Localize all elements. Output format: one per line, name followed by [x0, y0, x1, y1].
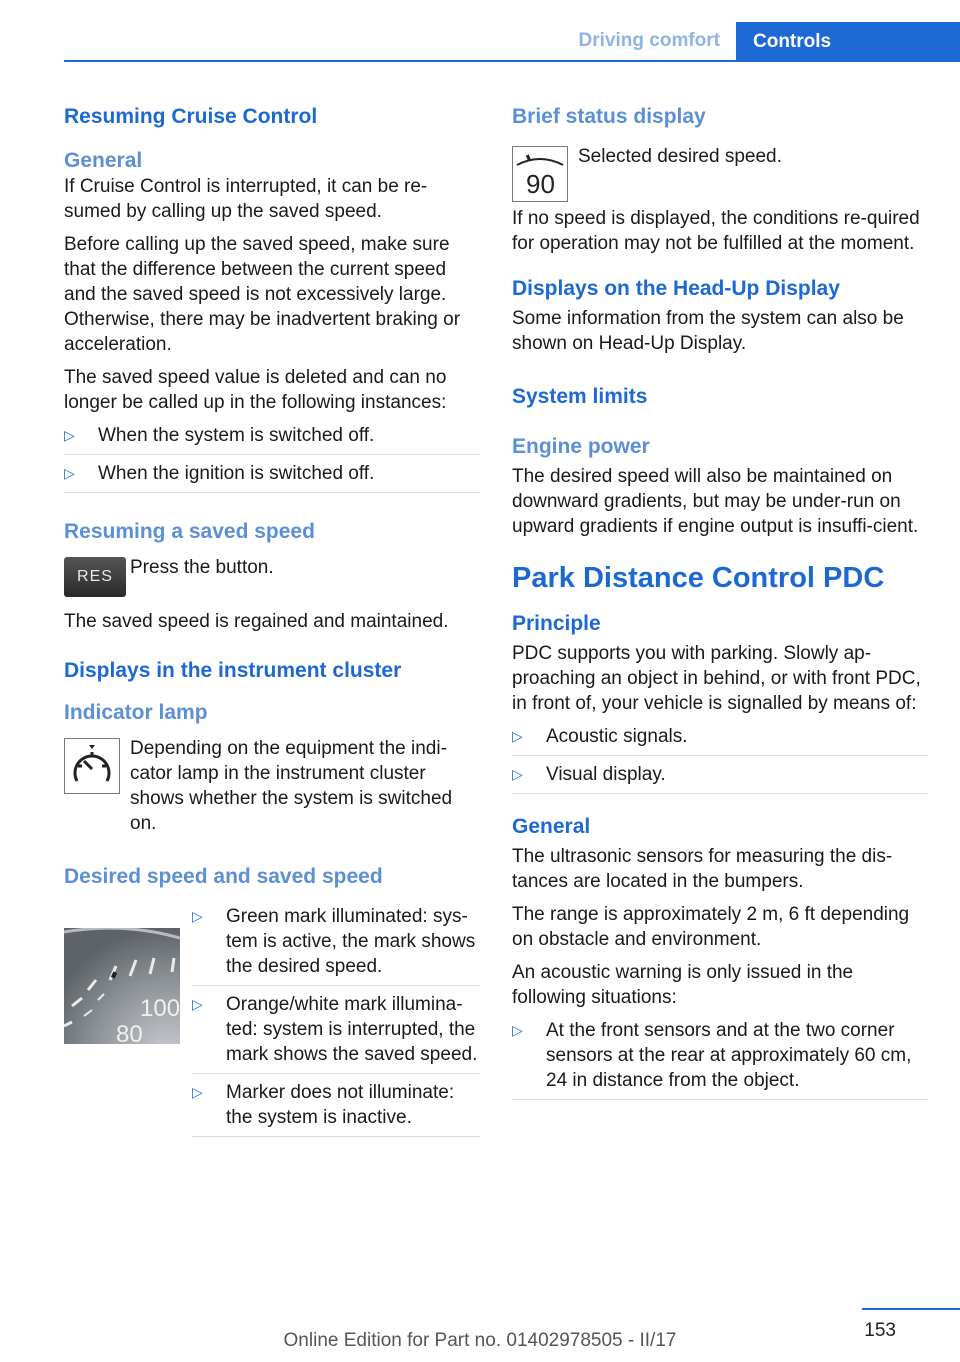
- indicator-heading: Indicator lamp: [64, 701, 208, 724]
- list-item: ▷ Green mark illuminated: sys‐tem is active, the mark shows the desired speed.: [192, 904, 480, 986]
- selected-speed-text: Selected desired speed.: [578, 146, 782, 167]
- list-item: ▷ At the front sensors and at the two corner sensors at the rear at approximately 60 cm, 24 in distance from the object.: [512, 1018, 928, 1100]
- saved-speed-heading: Resuming a saved speed: [64, 520, 315, 543]
- res-button-icon: RES: [64, 557, 126, 597]
- system-limits-heading: System limits: [512, 385, 648, 408]
- desired-speed-list: [192, 904, 480, 1074]
- bullet-triangle-icon: ▷: [512, 728, 523, 744]
- principle-text: PDC supports you with parking. Slowly ap‐proaching an object in behind, or with front PDC, in front of, your vehicle is signalled by means of:: [512, 643, 921, 714]
- regained-text: The saved speed is regained and maintained.: [64, 611, 449, 632]
- list-item: ▷ Marker does not illuminate: the system is inactive.: [192, 1074, 480, 1137]
- gauge-label-100: 100: [140, 995, 180, 1022]
- hud-heading: Displays on the Head-Up Display: [512, 277, 840, 300]
- general-paragraph-2: Before calling up the saved speed, make sure that the difference between the current speed and the saved speed is not excessively large. Otherwise, there may be inadvertent braking or acceleration.: [64, 234, 461, 355]
- page-number: 153: [864, 1320, 896, 1341]
- bullet-triangle-icon: ▷: [192, 996, 203, 1012]
- list-item: ▷ Orange/white mark illumina‐ted: system is interrupted, the mark shows the saved speed.: [192, 986, 480, 1074]
- cruise-indicator-lamp-icon: [64, 738, 120, 794]
- pdc-general-heading: General: [512, 815, 591, 838]
- page-header: [0, 0, 960, 62]
- speedometer-gauge-icon: [64, 928, 180, 1049]
- no-speed-text: If no speed is displayed, the conditions re‐quired for operation may not be fulfilled at the moment.: [512, 208, 920, 254]
- speed-display-row: [512, 144, 928, 199]
- instances-list: [64, 423, 480, 493]
- bullet-triangle-icon: ▷: [512, 766, 523, 782]
- bullet-triangle-icon: ▷: [64, 427, 75, 443]
- list-item: ▷ Visual display.: [512, 756, 928, 794]
- resume-cruise-title: Resuming Cruise Control: [64, 105, 318, 128]
- general-paragraph-3: The saved speed value is deleted and can no longer be called up in the following instances:: [64, 367, 447, 413]
- header-chapter-tab: Controls: [736, 22, 960, 62]
- desired-speed-block: [64, 904, 480, 1137]
- gauge-label-80: 80: [116, 1021, 143, 1044]
- pdc-general-paragraph-3: An acoustic warning is only issued in the following situations:: [512, 962, 854, 1008]
- press-button-text: Press the button.: [130, 557, 274, 578]
- general-paragraph-1: If Cruise Control is interrupted, it can be re‐sumed by calling up the saved speed.: [64, 176, 428, 222]
- edition-note: Online Edition for Part no. 01402978505 - II/17: [283, 1330, 677, 1351]
- res-button-row: [64, 555, 480, 605]
- marker-list: [192, 1074, 480, 1137]
- list-item: ▷ Acoustic signals.: [512, 724, 928, 756]
- bullet-triangle-icon: ▷: [192, 1084, 203, 1100]
- list-item: ▷ When the system is switched off.: [64, 423, 480, 455]
- situations-list: [512, 1018, 928, 1100]
- header-rule: [64, 60, 960, 62]
- footer-rule: [862, 1308, 960, 1310]
- right-column: [512, 100, 928, 1110]
- speed-display-icon: 90: [512, 146, 568, 202]
- indicator-row: [64, 736, 480, 836]
- brief-status-heading: Brief status display: [512, 105, 706, 128]
- bullet-triangle-icon: ▷: [192, 908, 203, 924]
- left-column: [64, 100, 480, 1147]
- engine-power-text: The desired speed will also be maintained on downward gradients, but may be under-run on upward gradients if engine output is insuffi‐cient.: [512, 466, 919, 537]
- pdc-title: Park Distance Control PDC: [512, 562, 885, 594]
- desired-speed-heading: Desired speed and saved speed: [64, 865, 383, 888]
- pdc-general-paragraph-2: The range is approximately 2 m, 6 ft depending on obstacle and environment.: [512, 904, 910, 950]
- cluster-heading: Displays in the instrument cluster: [64, 659, 402, 682]
- bullet-triangle-icon: ▷: [64, 465, 75, 481]
- list-item: ▷ When the ignition is switched off.: [64, 455, 480, 493]
- signals-list: [512, 724, 928, 794]
- header-section-title: Driving comfort: [578, 30, 720, 51]
- general-heading: General: [64, 149, 143, 172]
- principle-heading: Principle: [512, 612, 601, 635]
- engine-power-heading: Engine power: [512, 435, 650, 458]
- pdc-general-paragraph-1: The ultrasonic sensors for measuring the dis‐tances are located in the bumpers.: [512, 846, 893, 892]
- hud-text: Some information from the system can also be shown on Head-Up Display.: [512, 308, 904, 354]
- bullet-triangle-icon: ▷: [512, 1022, 523, 1038]
- indicator-text: Depending on the equipment the indi‐cator lamp in the instrument cluster shows whether the system is switched on.: [130, 738, 453, 834]
